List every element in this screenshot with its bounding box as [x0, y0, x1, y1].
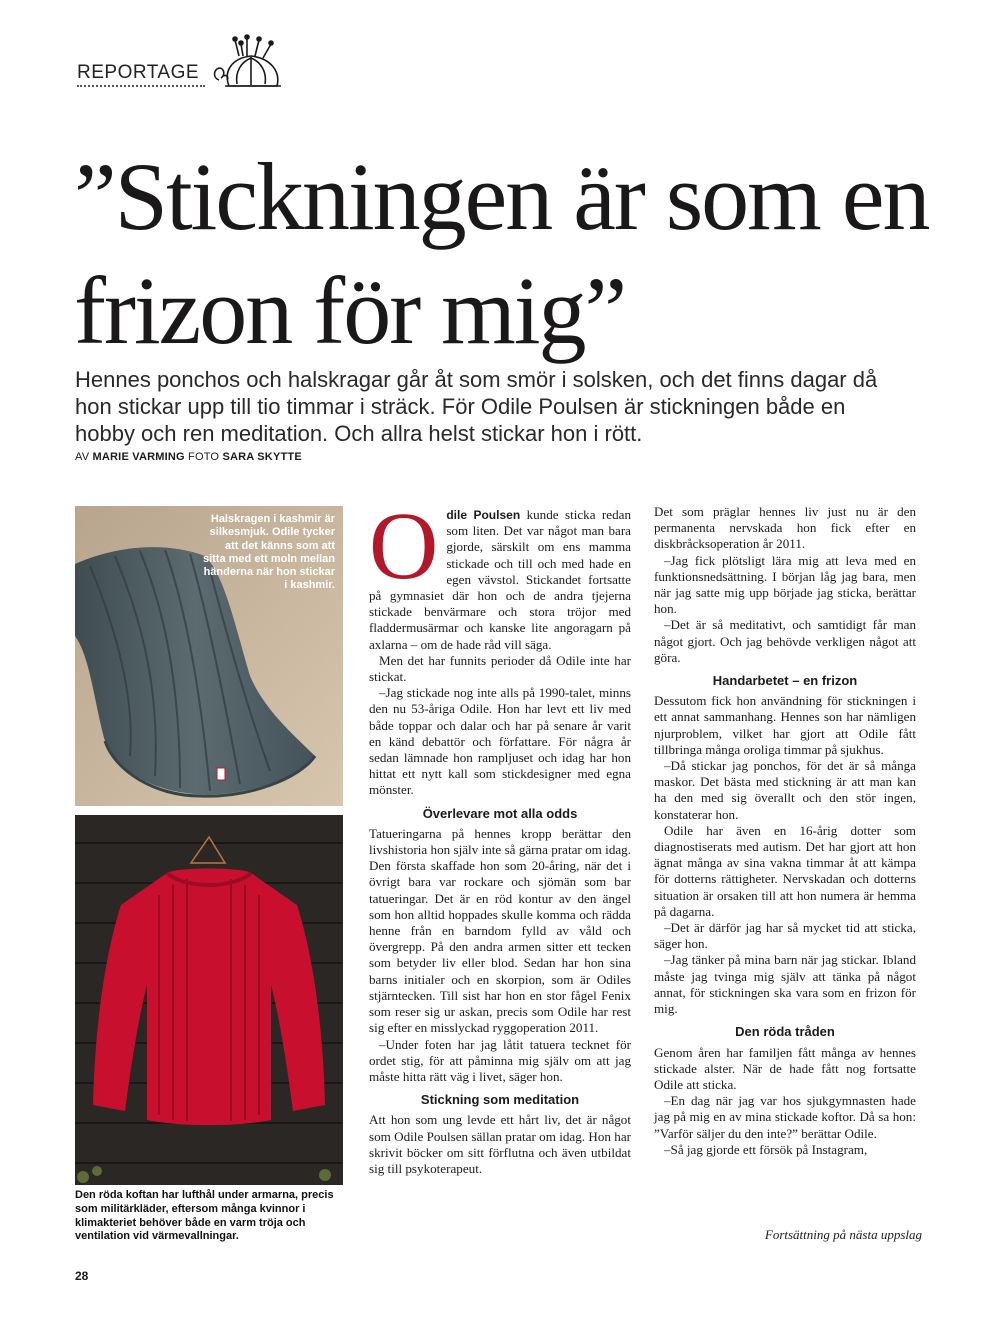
- subheading: Den röda tråden: [735, 1024, 835, 1040]
- paragraph: Genom åren har familjen fått många av hennes stickade alster. När de hade fått nog fortsatte Odile att sticka.: [654, 1044, 916, 1092]
- byline-foto-label: FOTO: [188, 451, 220, 463]
- article-column-3: [654, 504, 916, 1158]
- paragraph: Odile har även en 16-årig dotter som diagnostiserats med autism. Det har gjort att hon ägnat många av sina vakna timmar åt att kämpa för dotterns rättigheter. Nervskadan och dotterns situation är orsaken till att hon numera är hemma på dagarna.: [654, 822, 916, 919]
- paragraph: Det som präglar hennes liv just nu är den permanenta nervskada hon fick efter en diskbråcksoperation år 2011.: [654, 504, 916, 552]
- red-cardigan-image: [75, 815, 343, 1185]
- paragraph: –Jag stickade nog inte alls på 1990-talet, minns den nu 53-åriga Odile. Hon har levt ett liv med både toppar och dalar och har på senare år varit en känd debattör och författare. För några år sedan lämnade hon rampljuset och idag har hon hittat ett nytt kall som stickdesigner med egna mönster.: [369, 685, 631, 798]
- paragraph: kunde sticka redan som liten. Det var något man bara gjorde, särskilt om ens mamma stickade och till och med hade en egen vävstol. Stickandet fortsatte på gymnasiet där hon och de andra tjejerna stickade benvärmare och stora tröjor med fladdermusärmar och kanske lite angoragarn på axlarna – om de hade råd vill säga.: [369, 507, 631, 652]
- article-headline: ”Stickningen är som en frizon för mig”: [74, 143, 929, 364]
- intro-name: dile Poulsen: [446, 508, 521, 522]
- paragraph: –Jag fick plötsligt lära mig att leva med en funktionsnedsättning. I början låg jag bara, men när jag satte mig upp började jag sticka, berättar hon.: [654, 552, 916, 617]
- paragraph: –Det är så meditativt, och samtidigt får man något gjort. Och jag behövde verkligen något att göra.: [654, 617, 916, 665]
- paragraph: –Då stickar jag ponchos, för det är så många maskor. Det bästa med stickning är att man kan ha den med sig överallt och den stör ingen, konstaterar hon.: [654, 758, 916, 822]
- byline: [75, 451, 302, 463]
- paragraph: –Så jag gjorde ett försök på Instagram,: [664, 1141, 868, 1157]
- section-divider: [77, 85, 205, 87]
- byline-av-label: AV: [75, 451, 90, 463]
- cardigan-caption: Den röda koftan har lufthål under armarna, precis som militärkläder, eftersom många kvinnor i klimakteriet behöver både en varm tröja och ventilation vid värmevallningar.: [75, 1189, 334, 1243]
- paragraph: –En dag när jag var hos sjukgymnasten hade jag på mig en av mina stickade koftor. Då sa hon: ”Varför säljer du den inte?” berättar Odile.: [654, 1093, 916, 1141]
- subheading: Handarbetet – en frizon: [712, 673, 858, 689]
- article-lead: Hennes ponchos och halskragar går åt som smör i solsken, och det finns dagar då hon stickar upp till tio timmar i sträck. För Odile Poulsen är stickningen både en hobby och ren meditation. Och allra helst stickar hon i rött.: [75, 367, 878, 446]
- paragraph: Dessutom fick hon användning för stickningen i ett annat sammanhang. Hennes son har nämligen njurproblem, vilket har gjort att Odile fått tillbringa många oroliga timmar på sjukhus.: [654, 693, 916, 757]
- subheading: Överlevare mot alla odds: [422, 805, 578, 821]
- page-number: 28: [75, 1269, 89, 1283]
- paragraph: –Jag tänker på mina barn när jag stickar. Ibland måste jag tvinga mig själv att tänka på något annat, för stickningen ska vara som en frizon för mig.: [654, 952, 916, 1017]
- byline-photographer: SARA SKYTTE: [222, 451, 302, 463]
- paragraph: Tatueringarna på hennes kropp berättar den livshistoria hon själv inte så gärna pratar om idag. Den första skaffade hon som 20-åring, när det i övrigt bara var rockare och sjömän som bar tatueringar. Det är en röd kontur av den ängel som hon alltid hoppades skulle komma och rädda henne från en barndom fylld av våld och övergrepp. På den andra armen sitter ett tecken som betyder liv eller blod. Sedan har hon sina barns initialer och en skorpion, som är Odiles stjärntecken. Till sist har hon en stor fågel Fenix som reser sig ur askan, precis som Odile har rest sig efter en misslyckad ryggoperation 2011.: [369, 825, 631, 1036]
- collar-caption: Halskragen i kashmir är silkesmjuk. Odile tycker att det känns som att sitta med ett moln mellan händerna när hon stickar i kashmir.: [202, 513, 335, 592]
- continued-note: Fortsättning på nästa uppslag: [764, 1227, 922, 1242]
- byline-author: MARIE VARMING: [92, 451, 185, 463]
- paragraph: –Det är därför jag har så mycket tid att sticka, säger hon.: [654, 920, 916, 952]
- drop-cap: O: [369, 492, 439, 599]
- paragraph: –Under foten har jag låtit tatuera tecknet för ordet stig, för att påminna mig själv om att jag måste hitta rätt väg i livet, säger hon.: [369, 1036, 631, 1084]
- article-column-2: [369, 492, 631, 1177]
- paragraph: Att hon som ung levde ett hårt liv, det är något som Odile Poulsen sällan pratar om idag. Hon har skrivit böcker om sitt förflutna och även utbildat sig till psykoterapeut.: [369, 1112, 631, 1176]
- cardigan-photo: [75, 815, 343, 1185]
- section-label: REPORTAGE: [77, 62, 200, 83]
- subheading: Stickning som meditation: [420, 1092, 580, 1108]
- pincushion-icon: [207, 34, 291, 90]
- paragraph: Men det har funnits perioder då Odile inte har stickat.: [369, 652, 631, 685]
